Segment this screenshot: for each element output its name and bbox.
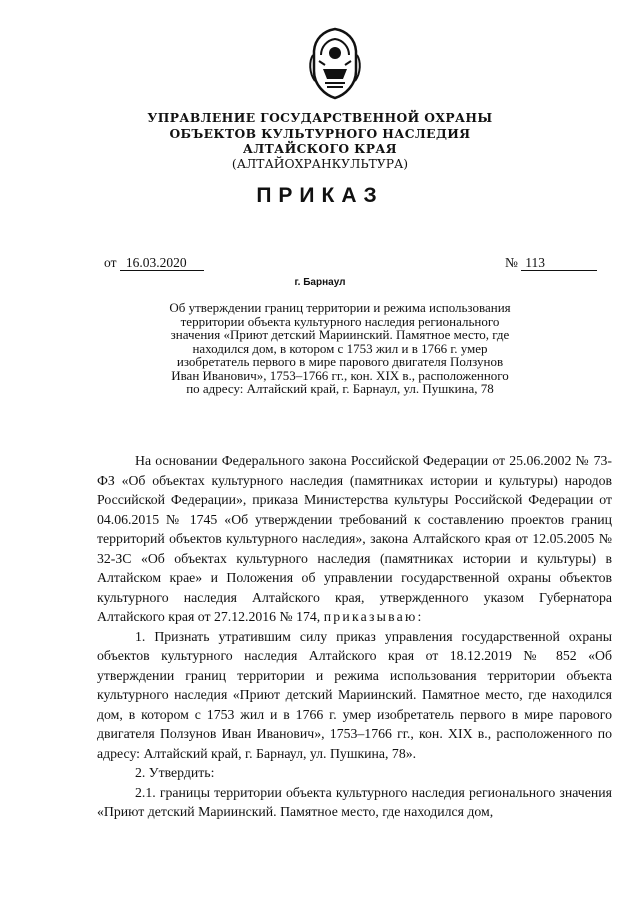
- organization-name: [0, 110, 640, 172]
- org-line-3: АЛТАЙСКОГО КРАЯ: [242, 141, 398, 156]
- order-subject: [140, 301, 540, 396]
- number-prefix: №: [505, 255, 518, 270]
- order-date: [104, 255, 204, 271]
- body-paragraph-basis: [97, 451, 612, 627]
- coat-of-arms-emblem: [305, 25, 365, 100]
- basis-text: На основании Федерального закона Российской Федерации от 25.06.2002 № 73-ФЗ «Об объектах культурного наследия (памятниках истории и культуры) народов Российской Федерации», приказа Министерства культуры Российской Федерации от 04.06.2015 № 1745 «Об утверждении требований к составлению проектов границ территорий объектов культурного наследия», закона Алтайского края от 12.05.2005 № 32-ЗС «Об объектах культурного наследия (памятниках истории и культуры) в Алтайском крае» и Положения об управлении государственной охраны объектов культурного наследия Алтайского края, утвержденного указом Губернатора Алтайского края от 27.12.2016 № 174,: [97, 453, 612, 624]
- body-paragraph-1: 1. Признать утратившим силу приказ управления государственной охраны объектов культурного наследия Алтайского края от 18.12.2019 № 852 «Об утверждении границ территории и режима использования территории объекта культурного наследия «Приют детский Мариинский. Памятное место, где находился дом, в котором с 1753 жил и в 1766 г. умер изобретатель первого в мире парового двигателя Ползунов Иван Иванович», 1753–1766 гг., кон. XIX в., расположенного по адресу: Алтайский край, г. Барнаул, ул. Пушкина, 78».: [97, 628, 612, 761]
- org-line-2: ОБЪЕКТОВ КУЛЬТУРНОГО НАСЛЕДИЯ: [169, 125, 471, 141]
- date-prefix: от: [104, 255, 117, 270]
- document-title: ПРИКАЗ: [256, 184, 384, 207]
- subject-line: Об утверждении границ территории и режима использования: [169, 300, 511, 315]
- org-line-4: (АЛТАЙОХРАНКУЛЬТУРА): [231, 156, 409, 171]
- order-word: приказываю:: [323, 609, 424, 624]
- body-paragraph-2-1: 2.1. границы территории объекта культурного наследия регионального значения «Приют детский Мариинский. Памятное место, где находился дом,: [97, 784, 612, 819]
- date-value: 16.03.2020: [120, 256, 204, 271]
- subject-line: территории объекта культурного наследия регионального: [180, 313, 500, 329]
- body-paragraph-2: 2. Утвердить:: [135, 765, 215, 780]
- order-body: [97, 451, 612, 822]
- city: г. Барнаул: [294, 277, 346, 288]
- org-line-1: УПРАВЛЕНИЕ ГОСУДАРСТВЕННОЙ ОХРАНЫ: [147, 110, 493, 125]
- subject-line: значения «Приют детский Мариинский. Памятное место, где: [170, 327, 510, 342]
- order-number: [505, 255, 597, 271]
- subject-line: изобретатель первого в мире парового двигателя Ползунов: [176, 354, 504, 369]
- subject-line: находился дом, в котором с 1753 жил и в 1766 г. умер: [192, 340, 488, 356]
- number-value: 113: [521, 256, 597, 271]
- subject-line: по адресу: Алтайский край, г. Барнаул, ул. Пушкина, 78: [186, 381, 494, 396]
- subject-line: Иван Иванович», 1753–1766 гг., кон. XIX в., расположенного: [171, 367, 509, 383]
